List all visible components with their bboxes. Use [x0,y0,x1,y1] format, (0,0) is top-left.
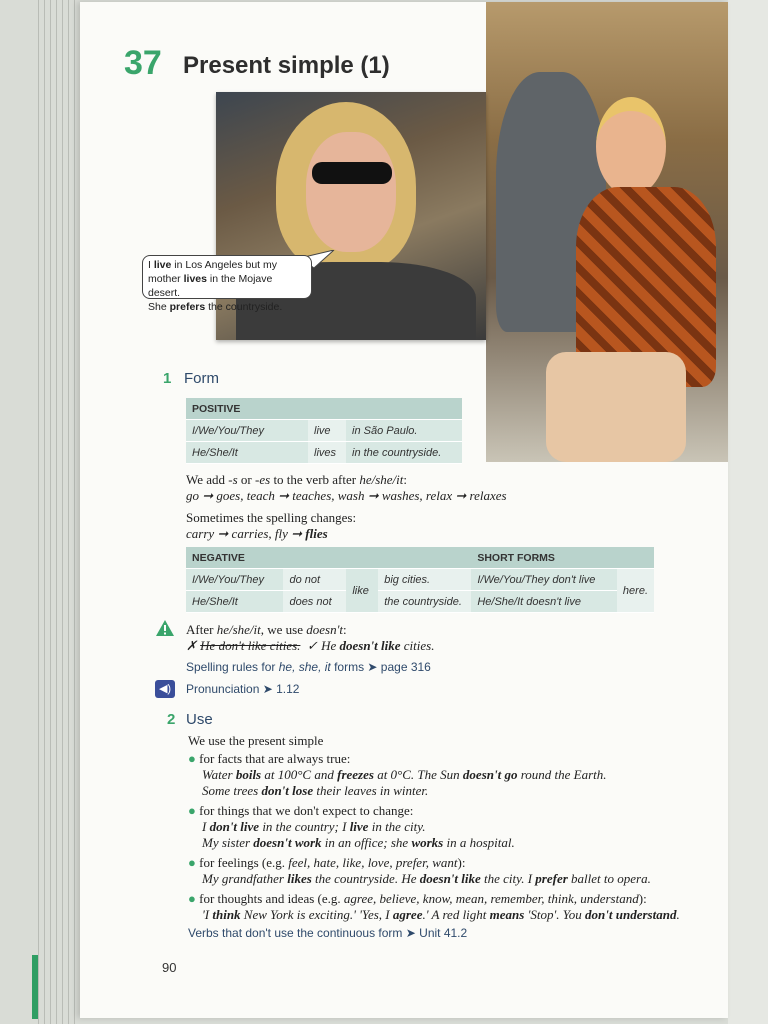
list-item: ● for things that we don't expect to change: [188,803,414,818]
example-line: Some trees don't lose their leaves in winter. [202,783,429,798]
section-2-title: Use [186,711,213,728]
negative-table [186,547,654,613]
list-item: ● for thoughts and ideas (e.g. agree, believe, know, mean, remember, think, understand): [188,891,647,906]
positive-header: POSITIVE [186,398,462,420]
list-item: ● for facts that are always true: [188,751,351,766]
sunglasses [312,162,392,184]
example-line: Water boils at 100°C and freezes at 0°C. The Sun doesn't go round the Earth. [202,767,607,782]
table-cell: I/We/You/They [186,569,283,591]
page-number: 90 [162,960,177,975]
right-wrong-example: ✗ He don't like cities. ✓ He doesn't like cities. [186,638,435,653]
face [306,132,396,252]
use-bullets [188,751,728,923]
table-cell: in the countryside. [346,442,462,464]
list-item: ● for feelings (e.g. feel, hate, like, love, prefer, want): [188,855,466,870]
section-2-number: 2 [167,711,176,728]
positive-table [186,398,462,464]
page-edges [36,0,86,1024]
table-cell: He/She/It [186,591,283,613]
table-cell: do not [283,569,346,591]
add-s-rule: We add -s or -es to the verb after he/she/it: [186,472,408,487]
example-line: 'I think New York is exciting.' 'Yes, I agree.' A red light means 'Stop'. You don't understand. [202,907,680,922]
unit-title: Present simple (1) [183,52,390,79]
continuous-form-link[interactable]: Verbs that don't use the continuous form ➤ Unit 41.2 [188,926,468,940]
audio-speaker-icon[interactable]: ◀) [155,680,175,698]
table-cell: He/She/It doesn't live [471,591,617,613]
table-cell: in São Paulo. [346,420,462,442]
examples-line-2: carry ➞ carries, fly ➞ flies [186,526,328,541]
examples-line-1: go ➞ goes, teach ➞ teaches, wash ➞ washes, relax ➞ relaxes [186,488,507,503]
section-1-title: Form [184,370,219,387]
table-cell: does not [283,591,346,613]
table-cell: I/We/You/They don't live [471,569,617,591]
doesnt-rule: After he/she/it, we use doesn't: [186,622,347,637]
warning-triangle-icon [155,619,175,637]
book-spine [728,0,768,1024]
table-cell-like: like [346,569,378,613]
table-cell: big cities. [378,569,471,591]
example-line: My grandfather likes the countryside. He doesn't like the city. I prefer ballet to opera. [202,871,651,886]
use-intro: We use the present simple [188,733,324,748]
table-cell: lives [308,442,346,464]
woman-legs [546,352,686,462]
spelling-note: Sometimes the spelling changes: [186,510,357,525]
short-forms-header: SHORT FORMS [471,547,654,569]
example-line: My sister doesn't work in an office; she works in a hospital. [202,835,515,850]
table-cell-here: here. [617,569,654,613]
green-page-marker [32,955,38,1019]
spelling-rules-link[interactable]: Spelling rules for he, she, it forms ➤ page 316 [186,660,431,674]
unit-number: 37 [124,44,162,82]
pronunciation-link[interactable]: Pronunciation ➤ 1.12 [186,682,300,696]
table-cell: I/We/You/They [186,420,308,442]
section-1-number: 1 [163,370,172,387]
negative-header: NEGATIVE [186,547,471,569]
example-line: I don't live in the country; I live in the city. [202,819,426,834]
speech-bubble: I live in Los Angeles but my mother lives in the Mojave desert. She prefers the countryside. [142,255,312,299]
table-cell: live [308,420,346,442]
table-cell: He/She/It [186,442,308,464]
table-cell: the countryside. [378,591,471,613]
woman-head [596,97,666,196]
photo-woman-with-elephant [486,2,728,462]
